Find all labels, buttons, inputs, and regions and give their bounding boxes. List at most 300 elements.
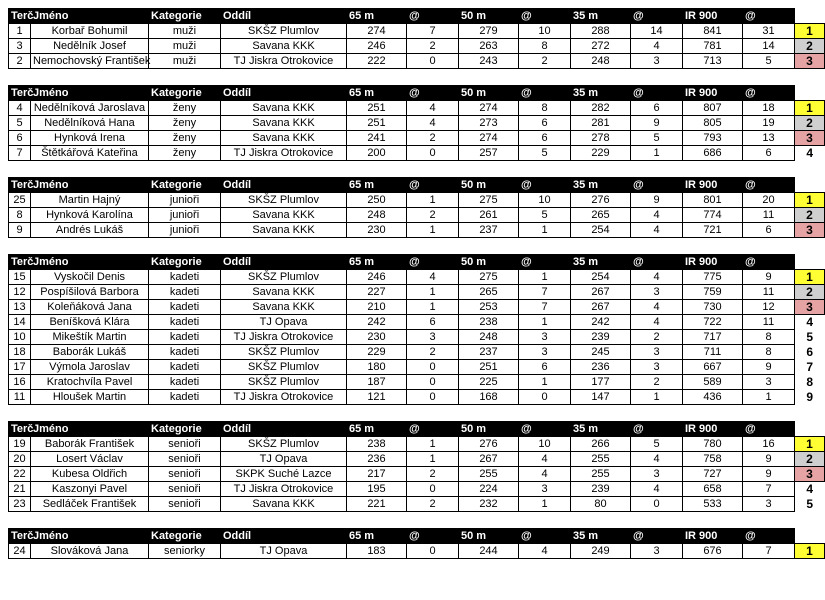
header-cell: Oddíl bbox=[221, 422, 347, 437]
table-header-row bbox=[9, 422, 825, 437]
header-cell: Oddíl bbox=[221, 86, 347, 101]
cell: ženy bbox=[149, 146, 221, 161]
cell: 266 bbox=[571, 437, 631, 452]
table-row bbox=[9, 437, 825, 452]
cell: Nemochovský František bbox=[31, 54, 149, 69]
header-cell: 35 m bbox=[571, 86, 631, 101]
cell: 781 bbox=[683, 39, 743, 54]
cell: 11 bbox=[743, 285, 795, 300]
cell: 8 bbox=[9, 208, 31, 223]
cell: 5 bbox=[519, 208, 571, 223]
cell: 1 bbox=[407, 300, 459, 315]
cell: seniorky bbox=[149, 544, 221, 559]
header-cell: Jméno bbox=[31, 529, 149, 544]
cell: 250 bbox=[347, 193, 407, 208]
cell: 2 bbox=[631, 375, 683, 390]
cell: 195 bbox=[347, 482, 407, 497]
cell: 242 bbox=[571, 315, 631, 330]
cell: 0 bbox=[407, 54, 459, 69]
cell: kadeti bbox=[149, 315, 221, 330]
cell: junioři bbox=[149, 223, 221, 238]
cell: Hynková Irena bbox=[31, 131, 149, 146]
header-cell: @ bbox=[631, 178, 683, 193]
cell: 667 bbox=[683, 360, 743, 375]
cell: kadeti bbox=[149, 375, 221, 390]
table-row bbox=[9, 285, 825, 300]
header-cell: @ bbox=[743, 422, 795, 437]
header-cell: @ bbox=[407, 529, 459, 544]
cell: 246 bbox=[347, 270, 407, 285]
cell: 0 bbox=[407, 544, 459, 559]
cell: 236 bbox=[347, 452, 407, 467]
cell: 9 bbox=[631, 193, 683, 208]
cell: 4 bbox=[407, 101, 459, 116]
cell: 7 bbox=[407, 24, 459, 39]
header-cell: @ bbox=[743, 255, 795, 270]
cell: 24 bbox=[9, 544, 31, 559]
cell: 0 bbox=[407, 390, 459, 405]
rank-cell: 4 bbox=[795, 315, 825, 330]
cell: 8 bbox=[519, 101, 571, 116]
cell: kadeti bbox=[149, 390, 221, 405]
cell: Hloušek Martin bbox=[31, 390, 149, 405]
cell: 18 bbox=[743, 101, 795, 116]
cell: Slováková Jana bbox=[31, 544, 149, 559]
cell: 436 bbox=[683, 390, 743, 405]
cell: TJ Opava bbox=[221, 315, 347, 330]
cell: 8 bbox=[519, 39, 571, 54]
cell: kadeti bbox=[149, 270, 221, 285]
header-cell: @ bbox=[743, 178, 795, 193]
cell: 274 bbox=[459, 101, 519, 116]
table-row bbox=[9, 345, 825, 360]
cell: 15 bbox=[9, 270, 31, 285]
header-cell: @ bbox=[519, 86, 571, 101]
cell: 248 bbox=[571, 54, 631, 69]
cell: 18 bbox=[9, 345, 31, 360]
cell: TJ Jiskra Otrokovice bbox=[221, 390, 347, 405]
cell: 5 bbox=[9, 116, 31, 131]
cell: senioři bbox=[149, 482, 221, 497]
header-cell: Terč bbox=[9, 178, 31, 193]
cell: 168 bbox=[459, 390, 519, 405]
header-cell: 50 m bbox=[459, 255, 519, 270]
cell: 31 bbox=[743, 24, 795, 39]
header-cell: IR 900 bbox=[683, 86, 743, 101]
cell: 6 bbox=[519, 360, 571, 375]
cell: 717 bbox=[683, 330, 743, 345]
cell: 1 bbox=[407, 285, 459, 300]
header-cell: Terč bbox=[9, 255, 31, 270]
cell: ženy bbox=[149, 101, 221, 116]
cell: 2 bbox=[407, 467, 459, 482]
header-cell: 65 m bbox=[347, 422, 407, 437]
cell: 727 bbox=[683, 467, 743, 482]
header-spacer bbox=[795, 529, 825, 544]
cell: SKŠZ Plumlov bbox=[221, 193, 347, 208]
header-cell: Jméno bbox=[31, 422, 149, 437]
cell: 221 bbox=[347, 497, 407, 512]
cell: 9 bbox=[743, 360, 795, 375]
cell: 238 bbox=[459, 315, 519, 330]
cell: 0 bbox=[407, 482, 459, 497]
cell: 224 bbox=[459, 482, 519, 497]
cell: 265 bbox=[459, 285, 519, 300]
cell: 4 bbox=[631, 223, 683, 238]
cell: 12 bbox=[9, 285, 31, 300]
rank-cell: 1 bbox=[795, 101, 825, 116]
cell: senioři bbox=[149, 437, 221, 452]
header-cell: Oddíl bbox=[221, 529, 347, 544]
cell: 251 bbox=[459, 360, 519, 375]
cell: 686 bbox=[683, 146, 743, 161]
cell: 10 bbox=[519, 24, 571, 39]
header-cell: @ bbox=[743, 86, 795, 101]
cell: 80 bbox=[571, 497, 631, 512]
cell: Výmola Jaroslav bbox=[31, 360, 149, 375]
cell: kadeti bbox=[149, 285, 221, 300]
rank-cell: 3 bbox=[795, 223, 825, 238]
cell: SKŠZ Plumlov bbox=[221, 345, 347, 360]
cell: 4 bbox=[631, 208, 683, 223]
cell: 1 bbox=[743, 390, 795, 405]
rank-cell: 4 bbox=[795, 482, 825, 497]
header-spacer bbox=[795, 255, 825, 270]
cell: 1 bbox=[519, 375, 571, 390]
cell: 254 bbox=[571, 223, 631, 238]
header-cell: @ bbox=[631, 529, 683, 544]
header-cell: @ bbox=[519, 422, 571, 437]
cell: junioři bbox=[149, 193, 221, 208]
table-row bbox=[9, 300, 825, 315]
rank-cell: 3 bbox=[795, 467, 825, 482]
cell: Mikeštík Martin bbox=[31, 330, 149, 345]
header-cell: @ bbox=[743, 529, 795, 544]
cell: 17 bbox=[9, 360, 31, 375]
rank-cell: 1 bbox=[795, 24, 825, 39]
cell: 229 bbox=[347, 345, 407, 360]
cell: 4 bbox=[631, 452, 683, 467]
header-cell: 35 m bbox=[571, 422, 631, 437]
cell: Baborák Lukáš bbox=[31, 345, 149, 360]
cell: 11 bbox=[743, 315, 795, 330]
cell: 255 bbox=[459, 467, 519, 482]
table-row bbox=[9, 497, 825, 512]
cell: 3 bbox=[9, 39, 31, 54]
header-cell: 35 m bbox=[571, 9, 631, 24]
cell: 225 bbox=[459, 375, 519, 390]
table-header-row bbox=[9, 255, 825, 270]
cell: 255 bbox=[571, 452, 631, 467]
cell: Savana KKK bbox=[221, 497, 347, 512]
cell: 19 bbox=[743, 116, 795, 131]
cell: SKŠZ Plumlov bbox=[221, 24, 347, 39]
cell: 1 bbox=[519, 223, 571, 238]
cell: 3 bbox=[631, 285, 683, 300]
cell: senioři bbox=[149, 467, 221, 482]
cell: 10 bbox=[519, 193, 571, 208]
table-header-row bbox=[9, 86, 825, 101]
cell: ženy bbox=[149, 131, 221, 146]
cell: 6 bbox=[9, 131, 31, 146]
cell: 3 bbox=[631, 345, 683, 360]
cell: 2 bbox=[407, 497, 459, 512]
cell: 248 bbox=[347, 208, 407, 223]
header-cell: 50 m bbox=[459, 529, 519, 544]
table-row bbox=[9, 116, 825, 131]
cell: SKŠZ Plumlov bbox=[221, 360, 347, 375]
cell: 9 bbox=[9, 223, 31, 238]
cell: 2 bbox=[9, 54, 31, 69]
cell: kadeti bbox=[149, 300, 221, 315]
cell: 273 bbox=[459, 116, 519, 131]
cell: senioři bbox=[149, 452, 221, 467]
cell: Savana KKK bbox=[221, 300, 347, 315]
header-cell: @ bbox=[407, 255, 459, 270]
cell: 6 bbox=[743, 146, 795, 161]
cell: 3 bbox=[519, 345, 571, 360]
cell: 5 bbox=[631, 437, 683, 452]
cell: 4 bbox=[631, 300, 683, 315]
table-row bbox=[9, 330, 825, 345]
cell: kadeti bbox=[149, 330, 221, 345]
cell: 187 bbox=[347, 375, 407, 390]
cell: 230 bbox=[347, 223, 407, 238]
cell: 4 bbox=[9, 101, 31, 116]
header-cell: 65 m bbox=[347, 9, 407, 24]
header-cell: Terč bbox=[9, 529, 31, 544]
cell: 1 bbox=[519, 270, 571, 285]
cell: 19 bbox=[9, 437, 31, 452]
cell: 7 bbox=[9, 146, 31, 161]
cell: senioři bbox=[149, 497, 221, 512]
results-table bbox=[8, 421, 825, 512]
rank-cell: 9 bbox=[795, 390, 825, 405]
cell: Korbař Bohumil bbox=[31, 24, 149, 39]
cell: Savana KKK bbox=[221, 101, 347, 116]
cell: Savana KKK bbox=[221, 131, 347, 146]
table-row bbox=[9, 544, 825, 559]
table-row bbox=[9, 482, 825, 497]
cell: 267 bbox=[459, 452, 519, 467]
cell: 282 bbox=[571, 101, 631, 116]
cell: 20 bbox=[9, 452, 31, 467]
cell: 1 bbox=[631, 146, 683, 161]
header-cell: @ bbox=[407, 9, 459, 24]
cell: Hynková Karolína bbox=[31, 208, 149, 223]
cell: 0 bbox=[407, 360, 459, 375]
header-spacer bbox=[795, 86, 825, 101]
header-cell: IR 900 bbox=[683, 255, 743, 270]
cell: Savana KKK bbox=[221, 208, 347, 223]
cell: 238 bbox=[347, 437, 407, 452]
cell: Pospíšilová Barbora bbox=[31, 285, 149, 300]
cell: 2 bbox=[407, 208, 459, 223]
cell: 759 bbox=[683, 285, 743, 300]
cell: 251 bbox=[347, 101, 407, 116]
header-cell: Kategorie bbox=[149, 529, 221, 544]
cell: 1 bbox=[519, 497, 571, 512]
cell: 533 bbox=[683, 497, 743, 512]
rank-cell: 1 bbox=[795, 544, 825, 559]
cell: 265 bbox=[571, 208, 631, 223]
cell: Koleňáková Jana bbox=[31, 300, 149, 315]
cell: 1 bbox=[407, 452, 459, 467]
cell: 805 bbox=[683, 116, 743, 131]
table-header-row bbox=[9, 529, 825, 544]
header-cell: IR 900 bbox=[683, 178, 743, 193]
header-cell: Kategorie bbox=[149, 422, 221, 437]
header-cell: @ bbox=[519, 9, 571, 24]
cell: TJ Jiskra Otrokovice bbox=[221, 330, 347, 345]
cell: muži bbox=[149, 24, 221, 39]
cell: Sedláček František bbox=[31, 497, 149, 512]
cell: 6 bbox=[519, 131, 571, 146]
cell: TJ Jiskra Otrokovice bbox=[221, 146, 347, 161]
cell: TJ Opava bbox=[221, 544, 347, 559]
rank-cell: 5 bbox=[795, 330, 825, 345]
cell: 183 bbox=[347, 544, 407, 559]
cell: 0 bbox=[407, 146, 459, 161]
cell: 722 bbox=[683, 315, 743, 330]
cell: 0 bbox=[631, 497, 683, 512]
cell: 4 bbox=[631, 482, 683, 497]
cell: 2 bbox=[407, 131, 459, 146]
header-cell: Terč bbox=[9, 86, 31, 101]
cell: 775 bbox=[683, 270, 743, 285]
header-spacer bbox=[795, 422, 825, 437]
results-table bbox=[8, 85, 825, 161]
cell: SKPK Suché Lazce bbox=[221, 467, 347, 482]
cell: 3 bbox=[631, 54, 683, 69]
cell: 3 bbox=[631, 467, 683, 482]
cell: 589 bbox=[683, 375, 743, 390]
rank-cell: 7 bbox=[795, 360, 825, 375]
cell: 6 bbox=[407, 315, 459, 330]
cell: 275 bbox=[459, 193, 519, 208]
cell: 22 bbox=[9, 467, 31, 482]
cell: kadeti bbox=[149, 345, 221, 360]
cell: 7 bbox=[743, 544, 795, 559]
cell: 2 bbox=[631, 330, 683, 345]
cell: 3 bbox=[407, 330, 459, 345]
cell: Vyskočil Denis bbox=[31, 270, 149, 285]
cell: 1 bbox=[9, 24, 31, 39]
cell: 246 bbox=[347, 39, 407, 54]
cell: 275 bbox=[459, 270, 519, 285]
rank-cell: 3 bbox=[795, 300, 825, 315]
cell: 3 bbox=[743, 375, 795, 390]
cell: 11 bbox=[743, 208, 795, 223]
header-cell: @ bbox=[631, 422, 683, 437]
cell: ženy bbox=[149, 116, 221, 131]
cell: 3 bbox=[519, 330, 571, 345]
table-row bbox=[9, 146, 825, 161]
cell: 13 bbox=[743, 131, 795, 146]
cell: Martin Hajný bbox=[31, 193, 149, 208]
table-row bbox=[9, 452, 825, 467]
cell: 841 bbox=[683, 24, 743, 39]
cell: 10 bbox=[9, 330, 31, 345]
cell: 6 bbox=[743, 223, 795, 238]
cell: 279 bbox=[459, 24, 519, 39]
cell: Štětkářová Kateřina bbox=[31, 146, 149, 161]
cell: 780 bbox=[683, 437, 743, 452]
table-row bbox=[9, 193, 825, 208]
table-row bbox=[9, 101, 825, 116]
cell: 730 bbox=[683, 300, 743, 315]
cell: TJ Opava bbox=[221, 452, 347, 467]
cell: 249 bbox=[571, 544, 631, 559]
cell: 229 bbox=[571, 146, 631, 161]
cell: 276 bbox=[459, 437, 519, 452]
results-table bbox=[8, 177, 825, 238]
header-cell: 50 m bbox=[459, 86, 519, 101]
cell: 7 bbox=[519, 285, 571, 300]
table-row bbox=[9, 131, 825, 146]
cell: 6 bbox=[631, 101, 683, 116]
cell: 281 bbox=[571, 116, 631, 131]
cell: 7 bbox=[519, 300, 571, 315]
cell: 20 bbox=[743, 193, 795, 208]
results-tables bbox=[8, 8, 814, 559]
cell: Nedělník Josef bbox=[31, 39, 149, 54]
header-cell: Terč bbox=[9, 9, 31, 24]
header-cell: 50 m bbox=[459, 422, 519, 437]
table-row bbox=[9, 270, 825, 285]
cell: 9 bbox=[631, 116, 683, 131]
cell: Savana KKK bbox=[221, 39, 347, 54]
header-cell: Kategorie bbox=[149, 9, 221, 24]
header-cell: Oddíl bbox=[221, 255, 347, 270]
cell: 3 bbox=[519, 482, 571, 497]
rank-cell: 2 bbox=[795, 39, 825, 54]
table-row bbox=[9, 24, 825, 39]
header-cell: 35 m bbox=[571, 178, 631, 193]
header-cell: Kategorie bbox=[149, 255, 221, 270]
cell: 8 bbox=[743, 330, 795, 345]
table-row bbox=[9, 315, 825, 330]
cell: 3 bbox=[743, 497, 795, 512]
header-cell: @ bbox=[407, 422, 459, 437]
cell: 5 bbox=[631, 131, 683, 146]
cell: Beníšková Klára bbox=[31, 315, 149, 330]
cell: 8 bbox=[743, 345, 795, 360]
cell: Baborák František bbox=[31, 437, 149, 452]
cell: 5 bbox=[519, 146, 571, 161]
cell: Kubesa Oldřich bbox=[31, 467, 149, 482]
cell: Nedělníková Jaroslava bbox=[31, 101, 149, 116]
table-row bbox=[9, 54, 825, 69]
cell: 4 bbox=[519, 467, 571, 482]
header-cell: 65 m bbox=[347, 255, 407, 270]
rank-cell: 1 bbox=[795, 193, 825, 208]
cell: 711 bbox=[683, 345, 743, 360]
cell: Losert Václav bbox=[31, 452, 149, 467]
cell: muži bbox=[149, 54, 221, 69]
header-cell: @ bbox=[519, 178, 571, 193]
cell: 222 bbox=[347, 54, 407, 69]
cell: 9 bbox=[743, 467, 795, 482]
table-row bbox=[9, 360, 825, 375]
cell: 23 bbox=[9, 497, 31, 512]
cell: 4 bbox=[407, 270, 459, 285]
header-cell: 65 m bbox=[347, 178, 407, 193]
header-cell: Oddíl bbox=[221, 9, 347, 24]
header-cell: Terč bbox=[9, 422, 31, 437]
header-cell: 35 m bbox=[571, 529, 631, 544]
cell: 1 bbox=[407, 223, 459, 238]
